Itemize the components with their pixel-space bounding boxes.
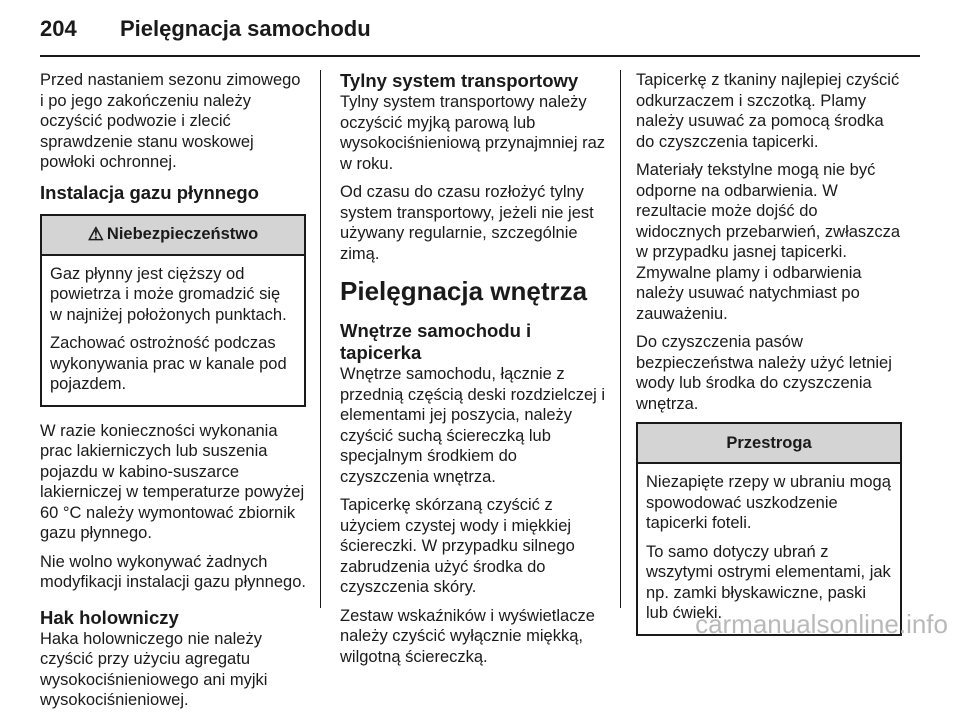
rear-carrier-paragraph: Tylny system transportowy należy oczyścić myjką parową lub wysokociśnieniową przynajmniej raz w roku. — [340, 93, 606, 173]
caution-paragraph-1: Niezapięte rzepy w ubraniu mogą spowodować uszkodzenie tapicerki foteli. — [646, 473, 891, 532]
upholstery-heading: Wnętrze samochodu i tapicerka — [340, 320, 532, 363]
column-divider-2 — [620, 70, 621, 608]
tow-hook-paragraph: Haka holowniczego nie należy czyścić przy użyciu agregatu wysokociśnieniowego ani myjki wysokociśnieniowej. — [40, 629, 268, 709]
seatbelt-paragraph: Do czyszczenia pasów bezpieczeństwa należy użyć letniej wody lub środka do czyszczenia wnętrza. — [636, 333, 892, 413]
page-title: Pielęgnacja samochodu — [120, 16, 371, 41]
column-1 — [40, 70, 306, 719]
caution-box — [636, 422, 902, 636]
fabric-paragraph: Tapicerkę z tkaniny najlepiej czyścić odkurzaczem i szczotką. Plamy należy usuwać za pomocą środka do czyszczenia tapicerki. — [636, 71, 900, 151]
rear-carrier-heading: Tylny system transportowy — [340, 70, 579, 91]
danger-box-header — [42, 216, 304, 256]
repair-paragraph: W razie konieczności wykonania prac lakierniczych lub suszenia pojazdu w kabino-suszarce lakierniczej w temperaturze powyżej 60 °C należy wymontować zbiornik gazu płynnego. — [40, 421, 305, 542]
textiles-paragraph: Materiały tekstylne mogą nie być odporne na odbarwienia. W rezultacie może dojść do widocznych przebarwień, zwłaszcza w przypadku jasnej tapicerki. Zmywalne plamy i odbarwienia należy usuwać natychmiast po zauważeniu. — [636, 161, 901, 323]
warning-triangle-icon: ⚠ — [87, 224, 104, 245]
danger-paragraph-1: Gaz płynny jest cięższy od powietrza i może gromadzić się w najniżej położonych punktach. — [50, 264, 287, 324]
intro-paragraph: Przed nastaniem sezonu zimowego i po jego zakończeniu należy oczyścić podwozie i zlecić sprawdzenie stanu woskowej powłoki ochronnej. — [40, 71, 301, 171]
header-divider — [40, 55, 920, 57]
caution-paragraph-2: To samo dotyczy ubrań z wszytymi ostrymi elementami, jak np. zamki błyskawiczne, paski lub ćwieki. — [646, 542, 891, 622]
leather-paragraph: Tapicerkę skórzaną czyścić z użyciem czystej wody i miękkiej ściereczki. W przypadku silnego zabrudzenia użyć środka do czyszczenia skóry. — [340, 496, 575, 596]
no-modification-paragraph: Nie wolno wykonywać żadnych modyfikacji instalacji gazu płynnego. — [40, 552, 306, 591]
interior-care-heading: Pielęgnacja wnętrza — [340, 276, 588, 306]
rear-carrier-paragraph-2: Od czasu do czasu rozłożyć tylny system transportowy, jeżeli nie jest używany regularnie, szczególnie zimą. — [340, 183, 594, 263]
caution-box-header — [638, 424, 900, 464]
danger-box — [40, 214, 306, 407]
danger-box-body — [42, 256, 304, 405]
display-paragraph: Zestaw wskaźników i wyświetlacze należy czyścić wyłącznie miękką, wilgotną ściereczką. — [340, 606, 595, 666]
caution-title: Przestroga — [726, 433, 812, 452]
column-2 — [340, 70, 606, 675]
tow-hook-heading: Hak holowniczy — [40, 606, 179, 628]
column-divider-1 — [320, 70, 321, 608]
page-number: 204 — [40, 16, 77, 41]
column-3 — [636, 70, 902, 650]
lpg-heading: Instalacja gazu płynnego — [40, 181, 259, 203]
interior-paragraph: Wnętrze samochodu, łącznie z przednią częścią deski rozdzielczej i elementami jej poszycia, należy czyścić suchą ściereczką lub specjalnym środkiem do czyszczenia wnętrza. — [340, 365, 606, 486]
danger-paragraph-2: Zachować ostrożność podczas wykonywania prac w kanale pod pojazdem. — [50, 334, 287, 393]
watermark: carmanualsonline.info — [695, 609, 948, 639]
danger-title: Niebezpieczeństwo — [106, 225, 259, 244]
